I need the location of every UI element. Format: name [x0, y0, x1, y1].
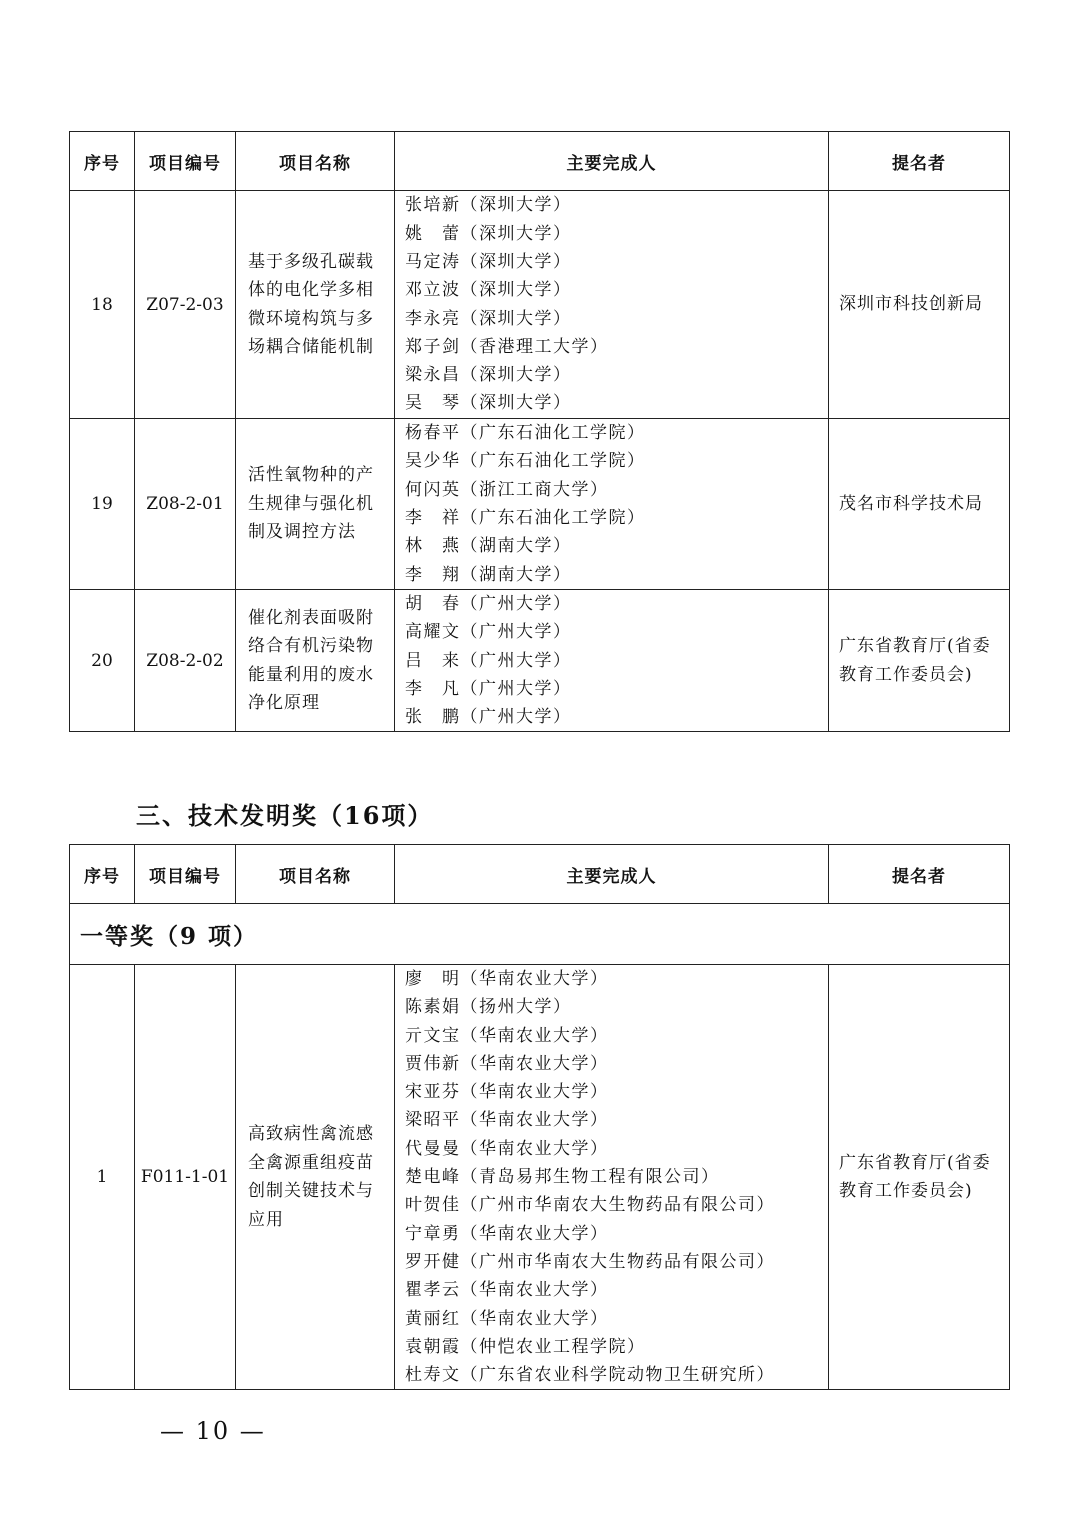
- contributor: 廖 明（华南农业大学）: [405, 969, 609, 989]
- contributor: 瞿孝云（华南农业大学）: [405, 1280, 609, 1301]
- row-nominator: 广东省教育厅(省委教育工作委员会): [829, 590, 1010, 732]
- header-nominator: 提名者: [829, 132, 1010, 191]
- row-project-name: 催化剂表面吸附络合有机污染物能量利用的废水净化原理: [236, 590, 395, 732]
- header-main-contributors: 主要完成人: [395, 845, 829, 904]
- contributor: 张培新（深圳大学）: [405, 195, 572, 216]
- row-contributors: [395, 419, 829, 590]
- contributor: 姚 蕾（深圳大学）: [405, 223, 572, 244]
- contributor: 贾伟新（华南农业大学）: [405, 1053, 609, 1074]
- grade-row: [70, 904, 1010, 965]
- table-header-row: [70, 845, 1010, 904]
- row-nominator: 深圳市科技创新局: [829, 191, 1010, 419]
- contributor: 李 凡（广州大学）: [405, 678, 572, 699]
- contributor: 高耀文（广州大学）: [405, 622, 572, 643]
- header-project-code: 项目编号: [135, 132, 236, 191]
- contributor: 张 鹏（广州大学）: [405, 707, 572, 728]
- row-index: 20: [70, 590, 135, 732]
- contributor: 吴 琴（深圳大学）: [405, 393, 572, 414]
- contributor: 吴少华（广东石油化工学院）: [405, 451, 646, 472]
- table-header-row: [70, 132, 1010, 191]
- header-main-contributors: 主要完成人: [395, 132, 829, 191]
- contributor: 李 翔（湖南大学）: [405, 564, 572, 585]
- contributor: 代曼曼（华南农业大学）: [405, 1138, 609, 1159]
- contributor: 杨春平（广东石油化工学院）: [405, 423, 646, 444]
- contributor: 郑子剑（香港理工大学）: [405, 336, 609, 357]
- row-contributors: [395, 191, 829, 419]
- row-index: 19: [70, 419, 135, 590]
- contributor: 梁永昌（深圳大学）: [405, 365, 572, 386]
- contributor: 袁朝霞（仲恺农业工程学院）: [405, 1336, 646, 1357]
- row-contributors: [395, 965, 829, 1390]
- page-number: — 10 —: [160, 1417, 266, 1445]
- contributor: 林 燕（湖南大学）: [405, 536, 572, 557]
- award-table-continued: [69, 131, 1010, 732]
- row-project-code: Z07-2-03: [135, 191, 236, 419]
- header-project-name: 项目名称: [236, 132, 395, 191]
- contributor: 马定涛（深圳大学）: [405, 251, 572, 272]
- table-row: [70, 590, 1010, 732]
- header-index: 序号: [70, 132, 135, 191]
- contributor: 杜寿文（广东省农业科学院动物卫生研究所）: [405, 1365, 775, 1386]
- row-contributors: [395, 590, 829, 732]
- contributor: 陈素娟（扬州大学）: [405, 997, 572, 1018]
- contributor: 何闪英（浙江工商大学）: [405, 479, 609, 500]
- contributor: 宋亚芬（华南农业大学）: [405, 1082, 609, 1103]
- row-nominator: 茂名市科学技术局: [829, 419, 1010, 590]
- contributor: 叶贺佳（广州市华南农大生物药品有限公司）: [405, 1195, 775, 1216]
- contributor: 胡 春（广州大学）: [405, 594, 572, 614]
- grade-label: 一等奖（9 项）: [70, 904, 1010, 965]
- row-project-code: F011-1-01: [135, 965, 236, 1390]
- row-index: 18: [70, 191, 135, 419]
- table-row: [70, 965, 1010, 1390]
- header-nominator: 提名者: [829, 845, 1010, 904]
- contributor: 邓立波（深圳大学）: [405, 280, 572, 301]
- table-row: [70, 419, 1010, 590]
- row-nominator: 广东省教育厅(省委教育工作委员会): [829, 965, 1010, 1390]
- contributor: 宁章勇（华南农业大学）: [405, 1223, 609, 1244]
- contributor: 吕 来（广州大学）: [405, 650, 572, 671]
- row-project-name: 基于多级孔碳载体的电化学多相微环境构筑与多场耦合储能机制: [236, 191, 395, 419]
- row-index: 1: [70, 965, 135, 1390]
- header-project-code: 项目编号: [135, 845, 236, 904]
- contributor: 黄丽红（华南农业大学）: [405, 1308, 609, 1329]
- row-project-code: Z08-2-01: [135, 419, 236, 590]
- row-project-name: 高致病性禽流感全禽源重组疫苗创制关键技术与应用: [236, 965, 395, 1390]
- contributor: 李 祥（广东石油化工学院）: [405, 508, 646, 528]
- row-project-name: 活性氧物种的产生规律与强化机制及调控方法: [236, 419, 395, 590]
- header-project-name: 项目名称: [236, 845, 395, 904]
- header-index: 序号: [70, 845, 135, 904]
- technical-invention-award-table: [69, 844, 1010, 1390]
- contributor: 李永亮（深圳大学）: [405, 308, 572, 329]
- contributor: 楚电峰（青岛易邦生物工程有限公司）: [405, 1167, 720, 1188]
- row-project-code: Z08-2-02: [135, 590, 236, 732]
- table-row: [70, 191, 1010, 419]
- contributor: 罗开健（广州市华南农大生物药品有限公司）: [405, 1251, 775, 1272]
- contributor: 亓文宝（华南农业大学）: [405, 1025, 609, 1046]
- contributor: 梁昭平（华南农业大学）: [405, 1110, 609, 1131]
- section-title: 三、技术发明奖（16项）: [136, 801, 434, 830]
